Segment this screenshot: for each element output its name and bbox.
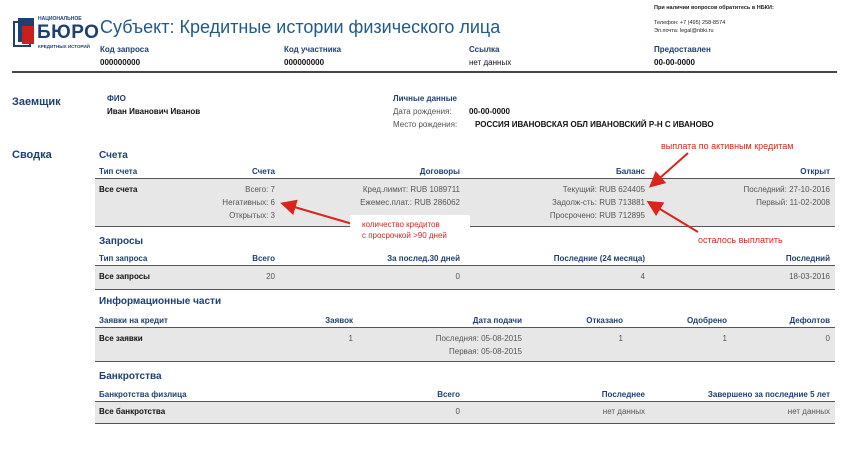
- info-header-applications: Заявки на кредит: [99, 316, 168, 325]
- bankruptcy-title: Банкротства: [99, 371, 162, 382]
- bankruptcy-total: 0: [455, 407, 460, 416]
- member-code-label: Код участника: [284, 45, 342, 54]
- request-code-label: Код запроса: [100, 45, 149, 54]
- accounts-header-balance: Баланс: [615, 167, 645, 176]
- accounts-negative: Негативных: 6: [222, 198, 275, 207]
- personal-data-label: Личные данные: [393, 94, 457, 103]
- accounts-row-label: Все счета: [99, 185, 138, 194]
- provided-label: Предоставлен: [654, 45, 711, 54]
- info-header-date: Дата подачи: [472, 316, 522, 325]
- request-code-value: 000000000: [100, 58, 141, 67]
- logo-bottom-text: КРЕДИТНЫХ ИСТОРИЙ: [38, 44, 90, 49]
- borrower-section-label: Заемщик: [12, 96, 61, 108]
- reference-value: нет данных: [469, 58, 512, 67]
- bankruptcy-header-last: Последнее: [601, 390, 645, 399]
- logo-main-text: БЮРО: [37, 22, 100, 43]
- summary-section-label: Сводка: [12, 149, 52, 161]
- bankruptcy-5years: нет данных: [787, 407, 830, 416]
- header-divider: [12, 71, 837, 73]
- requests-header-24months: Последние (24 месяца): [553, 254, 645, 263]
- provided-value: 00-00-0000: [654, 58, 695, 67]
- logo-top-text: НАЦИОНАЛЬНОЕ: [38, 16, 82, 22]
- contact-phone: Телефон: +7 (495) 258-8574: [654, 20, 726, 26]
- requests-30days: 0: [455, 272, 460, 281]
- requests-row: [95, 266, 835, 290]
- info-parts-title: Информационные части: [99, 296, 222, 307]
- requests-last: 18-03-2016: [789, 272, 830, 281]
- bankruptcy-last: нет данных: [602, 407, 645, 416]
- info-header-count: Заявок: [325, 316, 353, 325]
- info-refused: 1: [618, 334, 623, 343]
- member-code-value: 000000000: [284, 58, 325, 67]
- accounts-total: Всего: 7: [245, 185, 275, 194]
- info-header-approved: Одобрено: [687, 316, 727, 325]
- page-title: Субъект: Кредитные истории физического лица: [100, 17, 501, 37]
- accounts-open: Открытых: 3: [229, 211, 275, 220]
- info-header-refused: Отказано: [586, 316, 623, 325]
- requests-header-30days: За послед.30 дней: [387, 254, 460, 263]
- fio-label: ФИО: [107, 94, 126, 103]
- balance-overdue: Просрочено: RUB 712895: [549, 211, 645, 220]
- requests-header-last: Последний: [785, 254, 830, 263]
- annotation-overdue-line2: с просрочкой >90 дней: [362, 231, 447, 240]
- annotation-overdue-line1: количество кредитов: [362, 220, 440, 229]
- info-applications: 1: [348, 334, 353, 343]
- accounts-header-contracts: Договоры: [419, 167, 460, 176]
- logo-emblem-icon: [12, 18, 38, 52]
- opened-first: Первый: 11-02-2008: [756, 198, 830, 207]
- info-date-last: Последняя: 05-08-2015: [435, 334, 522, 343]
- contact-title: При наличии вопросов обратитесь в НБКИ:: [654, 5, 774, 11]
- requests-24months: 4: [640, 272, 645, 281]
- birth-place-label: Место рождения:: [393, 120, 458, 129]
- accounts-header-accounts: Счета: [251, 167, 275, 176]
- bankruptcy-header-5years: Завершено за последние 5 лет: [707, 390, 830, 399]
- requests-header-total: Всего: [252, 254, 275, 263]
- accounts-header-type: Тип счета: [99, 167, 138, 176]
- info-date-first: Первая: 05-08-2015: [449, 347, 522, 356]
- monthly-payment: Ежемес.плат.: RUB 286062: [360, 198, 460, 207]
- fio-value: Иван Иванович Иванов: [107, 107, 201, 116]
- requests-header-type: Тип запроса: [99, 254, 148, 263]
- birth-date-value: 00-00-0000: [469, 107, 510, 116]
- accounts-title: Счета: [99, 150, 128, 161]
- requests-title: Запросы: [99, 236, 144, 247]
- info-approved: 1: [722, 334, 727, 343]
- info-row-label: Все заявки: [99, 334, 143, 343]
- opened-last: Последний: 27-10-2016: [743, 185, 830, 194]
- credit-limit: Кред.лимит: RUB 1089711: [362, 185, 460, 194]
- balance-debt: Задолж-сть: RUB 713881: [551, 198, 645, 207]
- bankruptcy-row: [95, 402, 835, 424]
- logo: [12, 14, 98, 54]
- bankruptcy-header-type: Банкротства физлица: [99, 390, 187, 399]
- birth-place-value: РОССИЯ ИВАНОВСКАЯ ОБЛ ИВАНОВСКИЙ Р-Н С ИВАНОВО: [475, 120, 714, 129]
- bankruptcy-header-total: Всего: [437, 390, 460, 399]
- info-header-defaults: Дефолтов: [789, 316, 830, 325]
- reference-label: Ссылка: [469, 45, 500, 54]
- requests-row-label: Все запросы: [99, 272, 150, 281]
- info-defaults: 0: [825, 334, 830, 343]
- balance-current: Текущий: RUB 624405: [562, 185, 645, 194]
- birth-date-label: Дата рождения:: [393, 107, 452, 116]
- contact-email: Эл.почта: legal@nbki.ru: [654, 28, 714, 34]
- annotation-remaining: осталось выплатить: [698, 235, 783, 245]
- requests-total: 20: [266, 272, 275, 281]
- annotation-active-payment: выплата по активным кредитам: [661, 141, 794, 151]
- bankruptcy-row-label: Все банкротства: [99, 407, 166, 416]
- accounts-header-opened: Открыт: [800, 167, 830, 176]
